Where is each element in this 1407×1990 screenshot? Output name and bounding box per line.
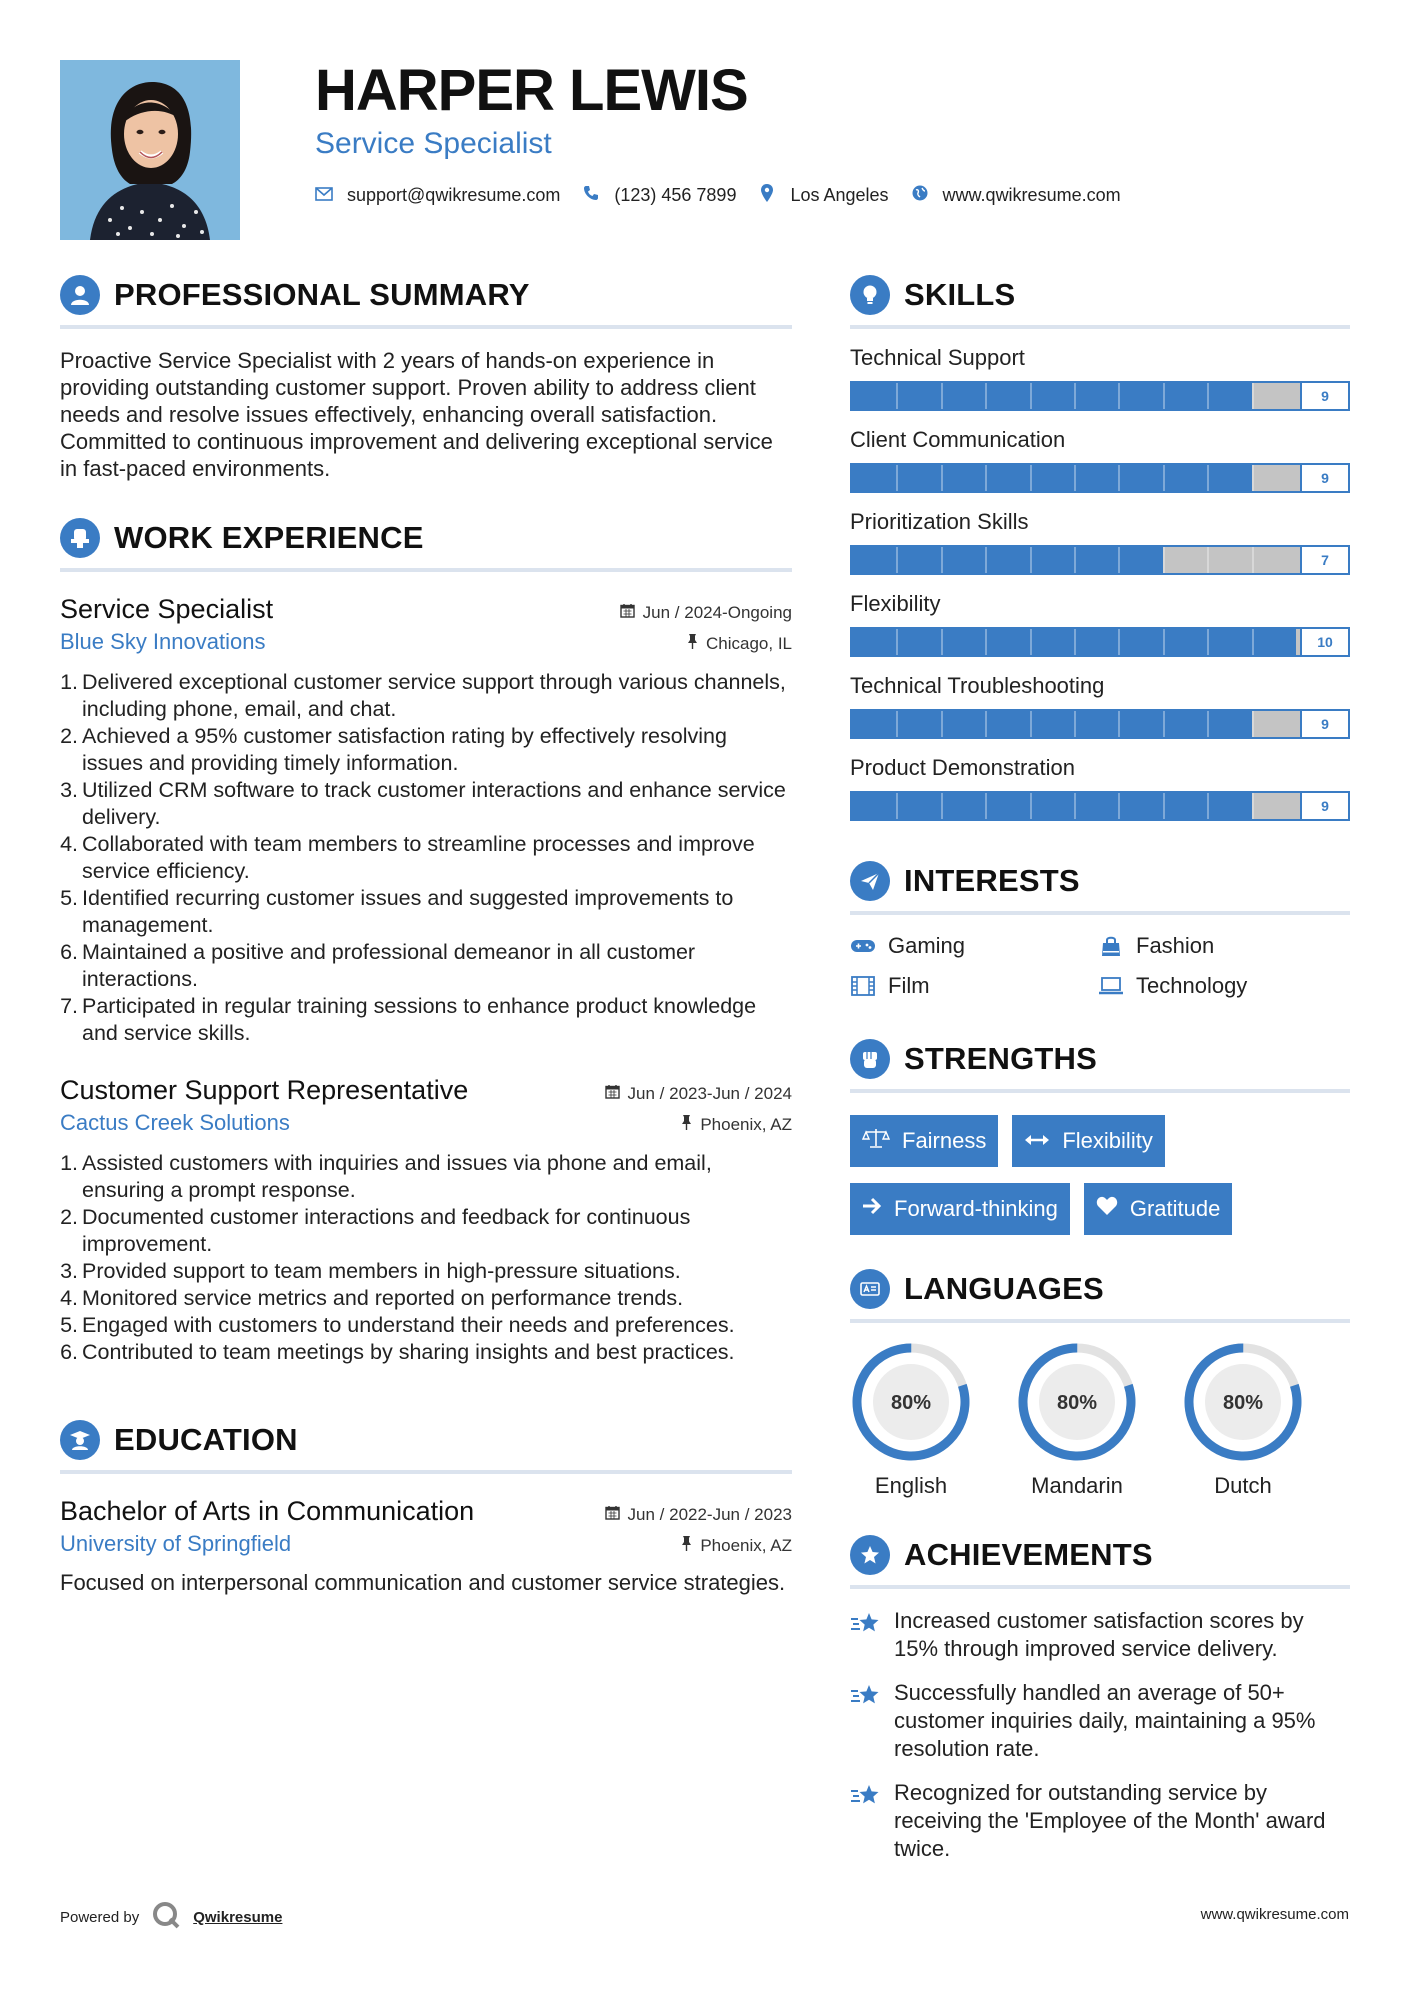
strengths-list	[850, 1115, 1350, 1235]
education-section	[60, 1420, 792, 1596]
achievement-item	[850, 1779, 1350, 1863]
skill-bar-segment	[941, 629, 943, 655]
lightbulb-icon	[850, 275, 890, 315]
skill-bar-segment	[1207, 465, 1209, 491]
section-divider	[850, 1319, 1350, 1323]
skill-label: Technical Support	[850, 345, 1025, 370]
duty-number: 2.	[60, 724, 78, 748]
skill-bar-segment	[1252, 465, 1254, 491]
skill-bar-segment	[1118, 629, 1120, 655]
skill-bar-segment	[1030, 383, 1032, 409]
skill-bar-segment	[1030, 465, 1032, 491]
skill-bar-segment	[1207, 547, 1209, 573]
user-icon	[60, 275, 100, 315]
contact-website[interactable]	[911, 185, 1121, 206]
skill-score-badge: 10	[1300, 629, 1348, 655]
skill-bar-segment	[1163, 383, 1165, 409]
calendar-icon	[605, 1084, 620, 1103]
duty-number: 1.	[60, 1151, 78, 1175]
education-location-text: Phoenix, AZ	[700, 1535, 792, 1555]
skill-bar-segment	[1207, 711, 1209, 737]
language-item	[850, 1341, 1016, 1499]
skill-bar-segment	[896, 793, 898, 819]
skill-bar	[850, 709, 1350, 739]
duty-text: Assisted customers with inquiries and issues via phone and email, ensuring a prompt response.	[82, 1151, 712, 1202]
skill-bar-segment	[1074, 793, 1076, 819]
film-icon	[850, 976, 876, 996]
job-company[interactable]: Cactus Creek Solutions	[60, 1110, 290, 1135]
language-icon	[850, 1269, 890, 1309]
powered-by-text: Powered by	[60, 1908, 140, 1926]
duty-item	[60, 1339, 792, 1366]
duty-number: 4.	[60, 832, 78, 856]
achievement-item	[850, 1679, 1350, 1763]
interests-section	[850, 861, 1350, 999]
strength-chip	[850, 1115, 998, 1167]
skill-bar	[850, 791, 1350, 821]
education-description: Focused on interpersonal communication and customer service strategies.	[60, 1570, 786, 1595]
arrow-right-icon	[862, 1197, 882, 1221]
skill-bar-segment	[1207, 629, 1209, 655]
strength-label: Gratitude	[1129, 1196, 1221, 1221]
skill-bar-segment	[1252, 629, 1254, 655]
paper-plane-icon	[850, 861, 890, 901]
strength-chip	[850, 1183, 1070, 1235]
strength-chip	[1084, 1183, 1233, 1235]
duty-text: Utilized CRM software to track customer interactions and enhance service delivery.	[82, 778, 786, 829]
heart-icon	[1096, 1196, 1118, 1222]
job-location	[681, 1115, 792, 1135]
star-badge-icon	[850, 1535, 890, 1575]
interests-heading: INTERESTS	[904, 863, 1080, 898]
candidate-name: HARPER LEWIS	[315, 58, 748, 123]
duty-number: 5.	[60, 886, 78, 910]
skill-bar	[850, 381, 1350, 411]
section-divider	[60, 1470, 792, 1474]
skill-bar-segment	[941, 547, 943, 573]
language-progress-ring	[1182, 1341, 1304, 1463]
pushpin-icon	[681, 1536, 692, 1555]
duty-number: 6.	[60, 940, 78, 964]
strengths-heading: STRENGTHS	[904, 1041, 1097, 1076]
skill-bar-segment	[985, 629, 987, 655]
section-divider	[850, 325, 1350, 329]
duty-number: 3.	[60, 778, 78, 802]
duty-item	[60, 777, 792, 831]
strength-label: Flexibility	[1062, 1128, 1153, 1153]
strength-label: Fairness	[902, 1128, 987, 1153]
skill-bar	[850, 627, 1350, 657]
interest-item	[1098, 973, 1346, 999]
school-name[interactable]: University of Springfield	[60, 1531, 292, 1556]
languages-section	[850, 1269, 1350, 1499]
interest-label: Fashion	[1136, 933, 1215, 958]
calendar-icon	[620, 603, 635, 622]
skill-bar-segment	[1074, 547, 1076, 573]
job-entry	[60, 1075, 792, 1366]
profile-photo-portrait	[60, 60, 240, 240]
skill-bar-segment	[1074, 711, 1076, 737]
duty-text: Engaged with customers to understand their needs and preferences.	[82, 1313, 735, 1337]
interest-item	[850, 973, 1098, 999]
qwikresume-logo-icon	[151, 1900, 181, 1934]
contact-email[interactable]	[315, 185, 560, 206]
gamepad-icon	[850, 938, 876, 954]
resume-header	[315, 58, 1355, 207]
balance-scale-icon	[862, 1128, 890, 1154]
skill-bar-segment	[1163, 793, 1165, 819]
skills-heading: SKILLS	[904, 277, 1016, 312]
language-ring-wrap	[1182, 1341, 1304, 1499]
skill-bar-segment	[1207, 793, 1209, 819]
skill-score-badge: 9	[1300, 793, 1348, 819]
summary-text: Proactive Service Specialist with 2 years of hands-on experience in providing outstanding customer support. Proven ability to address client needs and resolve issues effectively, enhancing overall satisfaction. Committed to continuous improvement and delivering exceptional service in fast-paced environments.	[60, 348, 773, 481]
duty-item	[60, 1150, 792, 1204]
interest-label: Technology	[1136, 973, 1248, 998]
skill-bar-segment	[985, 793, 987, 819]
duty-text: Contributed to team meetings by sharing insights and best practices.	[82, 1340, 735, 1364]
language-name: English	[874, 1473, 948, 1498]
skill-label: Prioritization Skills	[850, 509, 1029, 534]
skill-bar-segment	[1030, 629, 1032, 655]
candidate-title: Service Specialist	[315, 127, 552, 160]
skills-list	[850, 343, 1350, 821]
skill-bar-segment	[985, 383, 987, 409]
duty-text: Monitored service metrics and reported on performance trends.	[82, 1286, 684, 1310]
duty-item	[60, 939, 792, 993]
duty-item	[60, 885, 792, 939]
skill-bar	[850, 463, 1350, 493]
calendar-icon	[605, 1505, 620, 1524]
skill-bar-segment	[941, 711, 943, 737]
skill-item	[850, 507, 1350, 575]
achievement-text: Increased customer satisfaction scores by 15% through improved service delivery.	[894, 1608, 1304, 1661]
job-dates	[620, 603, 792, 623]
skill-bar-segment	[1030, 711, 1032, 737]
skill-label: Product Demonstration	[850, 755, 1075, 780]
language-percent: 80%	[1222, 1392, 1264, 1414]
duty-item	[60, 1204, 792, 1258]
job-location-text: Phoenix, AZ	[700, 1114, 792, 1134]
skill-bar-segment	[985, 711, 987, 737]
contact-phone[interactable]	[582, 185, 736, 206]
skill-bar-segment	[1074, 465, 1076, 491]
skill-bar-segment	[1030, 793, 1032, 819]
envelope-icon	[315, 185, 333, 206]
skill-item	[850, 343, 1350, 411]
skill-bar-segment	[941, 383, 943, 409]
duty-text: Participated in regular training sessions to enhance product knowledge and service skills.	[82, 994, 757, 1045]
footer-powered-by	[60, 1900, 282, 1934]
skill-bar-segment	[1252, 547, 1254, 573]
skill-bar-fill	[852, 547, 1163, 573]
laptop-icon	[1098, 977, 1124, 995]
skill-bar-segment	[1074, 629, 1076, 655]
skill-item	[850, 753, 1350, 821]
skill-bar-segment	[896, 383, 898, 409]
interest-label: Film	[888, 973, 930, 998]
duty-text: Documented customer interactions and feedback for continuous improvement.	[82, 1205, 691, 1256]
skill-bar-segment	[1118, 711, 1120, 737]
education-location	[681, 1536, 792, 1556]
interest-item	[850, 933, 1098, 959]
skill-bar-fill	[852, 793, 1252, 819]
section-divider	[850, 1089, 1350, 1093]
language-name: Mandarin	[1031, 1473, 1123, 1498]
skill-item	[850, 671, 1350, 739]
shooting-star-icon	[850, 1607, 884, 1663]
skill-bar-segment	[1074, 383, 1076, 409]
languages-list	[850, 1341, 1350, 1499]
duty-number: 5.	[60, 1313, 78, 1337]
job-dates	[605, 1084, 792, 1104]
job-duties	[60, 669, 792, 1047]
skill-bar-segment	[1118, 793, 1120, 819]
skill-bar-segment	[1030, 547, 1032, 573]
globe-icon	[911, 185, 929, 206]
duty-item	[60, 1258, 792, 1285]
language-name: Dutch	[1214, 1473, 1272, 1498]
skill-label: Flexibility	[850, 591, 941, 616]
duty-item	[60, 1285, 792, 1312]
language-progress-ring	[850, 1341, 972, 1463]
skill-bar-segment	[941, 793, 943, 819]
achievement-text: Successfully handled an average of 50+ customer inquiries daily, maintaining a 95% resolution rate.	[894, 1680, 1316, 1761]
achievements-list	[850, 1607, 1350, 1863]
shooting-star-icon	[850, 1679, 884, 1763]
contact-bar	[315, 184, 1355, 207]
section-divider	[850, 911, 1350, 915]
section-divider	[60, 325, 792, 329]
job-duties	[60, 1150, 792, 1366]
skill-bar-segment	[1207, 383, 1209, 409]
section-divider	[850, 1585, 1350, 1589]
skill-bar-segment	[985, 547, 987, 573]
strength-label: Forward-thinking	[894, 1196, 1058, 1221]
duty-text: Delivered exceptional customer service support through various channels, including phone, email, and chat.	[82, 670, 786, 721]
job-entry	[60, 594, 792, 1047]
achievements-heading: ACHIEVEMENTS	[904, 1537, 1153, 1572]
contact-location	[758, 184, 888, 207]
duty-item	[60, 831, 792, 885]
job-location-text: Chicago, IL	[706, 633, 792, 653]
duty-number: 3.	[60, 1259, 78, 1283]
qwikresume-link[interactable]: Qwikresume	[193, 1908, 283, 1926]
job-title: Service Specialist	[60, 594, 274, 624]
experience-heading: WORK EXPERIENCE	[114, 520, 424, 555]
duty-item	[60, 993, 792, 1047]
duty-text: Provided support to team members in high-pressure situations.	[82, 1259, 681, 1283]
skill-bar	[850, 545, 1350, 575]
skill-bar-segment	[896, 711, 898, 737]
skill-bar-segment	[1118, 383, 1120, 409]
duty-text: Achieved a 95% customer satisfaction rating by effectively resolving issues and providing timely information.	[82, 724, 727, 775]
duty-item	[60, 723, 792, 777]
skill-label: Technical Troubleshooting	[850, 673, 1105, 698]
job-company[interactable]: Blue Sky Innovations	[60, 629, 266, 654]
skill-score-badge: 9	[1300, 465, 1348, 491]
duty-number: 4.	[60, 1286, 78, 1310]
skills-section	[850, 275, 1350, 821]
skill-bar-segment	[1252, 711, 1254, 737]
language-ring-wrap	[850, 1341, 972, 1499]
skill-label: Client Communication	[850, 427, 1066, 452]
interest-label: Gaming	[888, 933, 966, 958]
skill-bar-fill	[852, 711, 1252, 737]
contact-location-text: Los Angeles	[790, 185, 889, 205]
duty-item	[60, 669, 792, 723]
language-percent: 80%	[1056, 1392, 1098, 1414]
pushpin-icon	[687, 634, 698, 653]
skill-bar-segment	[896, 465, 898, 491]
skill-bar-segment	[896, 547, 898, 573]
skill-item	[850, 425, 1350, 493]
duty-text: Collaborated with team members to streamline processes and improve service efficiency.	[82, 832, 755, 883]
language-progress-ring	[1016, 1341, 1138, 1463]
language-item	[1016, 1341, 1182, 1499]
footer-url[interactable]: www.qwikresume.com	[1200, 1906, 1349, 1923]
skill-score-badge: 7	[1300, 547, 1348, 573]
education-heading: EDUCATION	[114, 1422, 298, 1457]
job-location	[687, 634, 792, 654]
profile-photo	[60, 60, 240, 240]
skill-bar-fill	[852, 465, 1252, 491]
skill-bar-segment	[1252, 793, 1254, 819]
skill-bar-segment	[985, 465, 987, 491]
arrows-horizontal-icon	[1024, 1130, 1050, 1153]
contact-phone-text: (123) 456 7899	[614, 185, 737, 205]
duty-number: 7.	[60, 994, 78, 1018]
summary-heading: PROFESSIONAL SUMMARY	[114, 277, 530, 312]
fist-icon	[850, 1039, 890, 1079]
skill-bar-segment	[1118, 547, 1120, 573]
shopping-bag-icon	[1098, 935, 1124, 957]
skill-bar-fill	[852, 383, 1252, 409]
duty-text: Identified recurring customer issues and suggested improvements to management.	[82, 886, 734, 937]
job-dates-text: Jun / 2024-Ongoing	[642, 602, 792, 622]
skill-bar-segment	[1118, 465, 1120, 491]
achievement-item	[850, 1607, 1350, 1663]
summary-section	[60, 275, 792, 482]
job-dates-text: Jun / 2023-Jun / 2024	[627, 1083, 792, 1103]
shooting-star-icon	[850, 1779, 884, 1863]
skill-bar-segment	[1163, 629, 1165, 655]
skill-item	[850, 589, 1350, 657]
interest-item	[1098, 933, 1346, 959]
skill-bar-segment	[1163, 547, 1165, 573]
briefcase-icon	[60, 518, 100, 558]
right-column	[850, 275, 1350, 1879]
language-ring-wrap	[1016, 1341, 1138, 1499]
education-dates-text: Jun / 2022-Jun / 2023	[627, 1504, 792, 1524]
map-pin-icon	[758, 184, 776, 207]
education-entry	[60, 1496, 792, 1596]
contact-website-text: www.qwikresume.com	[942, 185, 1121, 205]
skill-bar-segment	[941, 465, 943, 491]
pushpin-icon	[681, 1115, 692, 1134]
job-title: Customer Support Representative	[60, 1075, 469, 1105]
duty-item	[60, 1312, 792, 1339]
left-column	[60, 275, 792, 1596]
skill-score-badge: 9	[1300, 383, 1348, 409]
education-dates	[605, 1505, 792, 1525]
degree-title: Bachelor of Arts in Communication	[60, 1496, 475, 1526]
language-percent: 80%	[890, 1392, 932, 1414]
strengths-section	[850, 1039, 1350, 1235]
graduate-icon	[60, 1420, 100, 1460]
skill-bar-segment	[1163, 465, 1165, 491]
contact-email-text: support@qwikresume.com	[347, 185, 561, 205]
achievement-text: Recognized for outstanding service by receiving the 'Employee of the Month' award twice.	[894, 1780, 1326, 1861]
skill-bar-segment	[1163, 711, 1165, 737]
skill-bar-segment	[1252, 383, 1254, 409]
skill-bar-segment	[896, 629, 898, 655]
duty-number: 2.	[60, 1205, 78, 1229]
strength-chip	[1012, 1115, 1164, 1167]
section-divider	[60, 568, 792, 572]
duty-text: Maintained a positive and professional demeanor in all customer interactions.	[82, 940, 696, 991]
duty-number: 6.	[60, 1340, 78, 1364]
skill-score-badge: 9	[1300, 711, 1348, 737]
achievements-section	[850, 1535, 1350, 1863]
interests-grid	[850, 933, 1350, 999]
duty-number: 1.	[60, 670, 78, 694]
language-item	[1182, 1341, 1348, 1499]
languages-heading: LANGUAGES	[904, 1271, 1104, 1306]
experience-section	[60, 518, 792, 1366]
phone-icon	[582, 185, 600, 206]
